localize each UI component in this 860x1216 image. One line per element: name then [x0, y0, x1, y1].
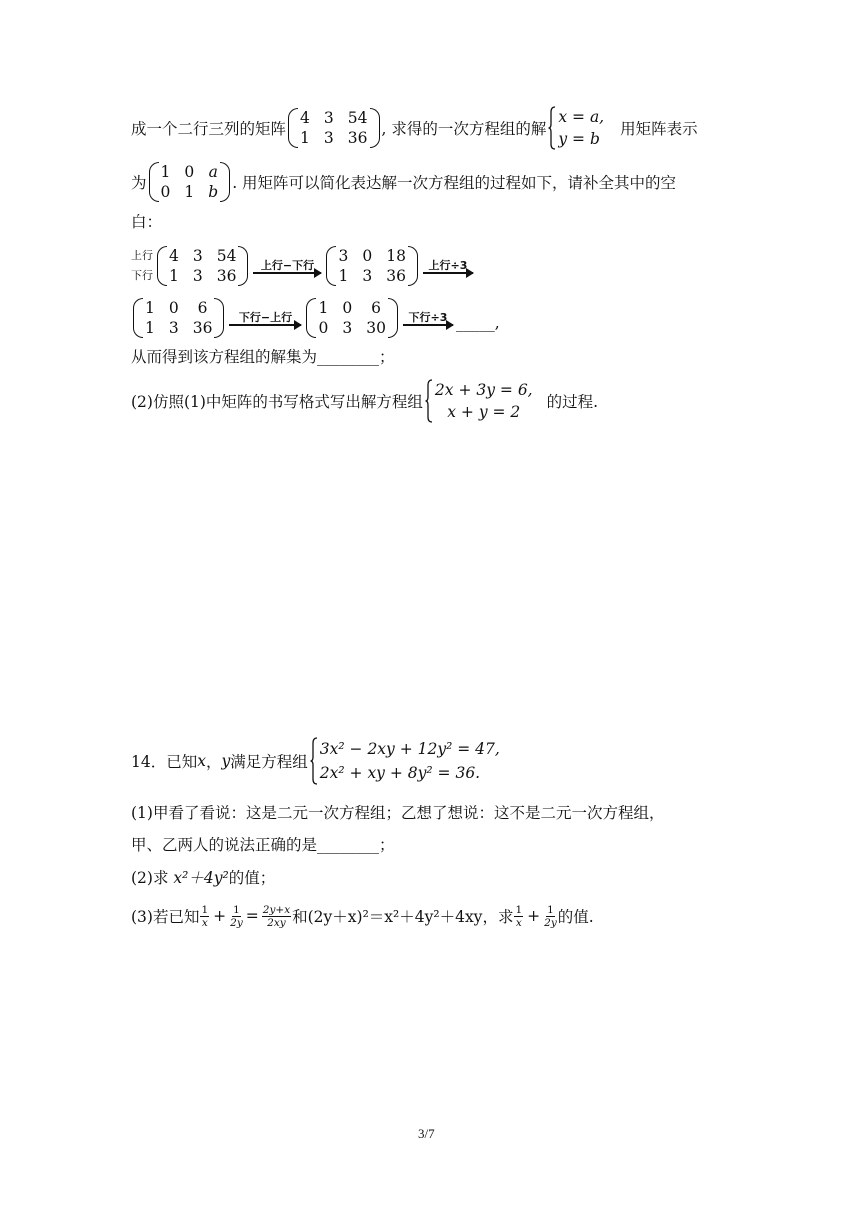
matrix-cell: 0 — [184, 163, 195, 181]
matrix-cell: 1 — [318, 299, 329, 317]
fraction-1-over-x — [200, 904, 209, 929]
arrow-label: 上行÷3 — [428, 258, 468, 272]
q14-part-2-text-1: (2)求 — [131, 869, 174, 887]
frac-den: 2y — [544, 916, 557, 929]
frac-den: 2y — [230, 916, 243, 929]
solution-set-text: 从而得到该方程组的解集为________； — [131, 348, 395, 366]
matrix-cell: 3 — [342, 319, 353, 337]
q14-text-2: 满足方程组 — [230, 753, 308, 771]
right-paren — [370, 108, 380, 148]
matrix-cell: 54 — [216, 247, 237, 265]
solution-set-line — [131, 345, 395, 367]
matrix-step-1 — [157, 246, 248, 286]
arrow-step-1 — [253, 259, 321, 274]
q14-part-3-text-1: (3)若已知 — [131, 908, 200, 926]
q14-part-1-text-1: (1)甲看了看说：这是二元一次方程组；乙想了想说：这不是二元一次方程组， — [131, 804, 665, 822]
line3-text: 白： — [131, 213, 163, 231]
matrix-cell: 30 — [366, 319, 386, 337]
line-2 — [131, 160, 676, 204]
matrix-cell: 36 — [216, 267, 237, 285]
q14-part-2 — [131, 866, 275, 888]
right-paren — [388, 298, 398, 338]
line1-text-1: 成一个二行三列的矩阵 — [131, 120, 287, 138]
q14-part-3 — [131, 899, 594, 933]
matrix-cell: 3 — [192, 267, 203, 285]
fraction-1-over-2y — [544, 904, 557, 929]
matrix-cell: 3 — [168, 319, 179, 337]
left-paren — [306, 298, 316, 338]
comma: , — [494, 314, 500, 332]
left-paren — [149, 162, 159, 202]
right-paren — [220, 162, 230, 202]
matrix-cell: 3 — [323, 129, 334, 147]
q14-part-2-text-2: 的值； — [228, 869, 276, 887]
arrow-label: 下行−上行 — [238, 310, 293, 324]
q14-part-2-expr: x²＋4y² — [173, 869, 229, 887]
q14-text-1: 14．已知 — [131, 753, 198, 771]
q14-eq-1: 3x² − 2xy + 12y² = 47, — [319, 740, 500, 758]
arrow-label: 下行÷3 — [408, 310, 448, 324]
frac-den: 2xy — [267, 916, 286, 929]
matrix-cell: 0 — [168, 299, 179, 317]
matrix-cell: 3 — [323, 109, 334, 127]
matrix-cell: a — [208, 163, 218, 181]
frac-num: 1 — [547, 903, 554, 916]
matrix-cell: 36 — [192, 319, 213, 337]
matrix-cell: 3 — [362, 267, 373, 285]
matrix-cell: 3 — [192, 247, 203, 265]
frac-den: x — [201, 916, 208, 929]
arrow-step-2 — [423, 259, 473, 274]
matrix-cell: 1 — [338, 267, 349, 285]
q14-part-1-line-1 — [131, 801, 664, 823]
right-paren — [408, 246, 418, 286]
matrix-cell: 54 — [347, 109, 368, 127]
row-labels — [131, 246, 153, 286]
question-14 — [131, 736, 504, 786]
line1-text-2: , 求得的一次方程组的解 — [381, 120, 547, 138]
q14-system — [310, 737, 500, 785]
q14-part-1-line-2 — [131, 833, 395, 855]
row-label-bottom: 下行 — [131, 269, 153, 282]
matrix-cell: 3 — [338, 247, 349, 265]
line2-text-2: . 用矩阵可以简化表达解一次方程组的过程如下，请补全其中的空 — [232, 174, 677, 192]
matrix-cell: 6 — [197, 299, 208, 317]
row-label-top: 上行 — [131, 249, 153, 262]
q14-part-1-text-2: 甲、乙两人的说法正确的是________； — [131, 836, 395, 854]
fraction-sum — [262, 904, 291, 929]
q2-text-2: 的过程. — [546, 393, 599, 411]
matrix-1-0-a — [149, 162, 231, 202]
matrix-cell: 6 — [371, 299, 382, 317]
right-paren — [214, 298, 224, 338]
matrix-cell: 36 — [386, 267, 406, 285]
matrix-cell: 1 — [169, 267, 179, 285]
line2-text-1: 为 — [131, 174, 147, 192]
q14-var-y: y — [221, 752, 231, 770]
q14-part-3-text-3: 的值. — [557, 908, 594, 926]
q14-var-x: x — [197, 752, 206, 770]
plus-sign: + — [213, 907, 227, 925]
q14-sep: ， — [205, 753, 222, 771]
matrix-cell: 0 — [318, 319, 329, 337]
line1-text-3: 用矩阵表示 — [620, 120, 698, 138]
matrix-step-3 — [133, 298, 224, 338]
q2-eq-1: 2x + 3y = 6, — [434, 381, 533, 399]
equals-sign: = — [245, 907, 259, 925]
arrow-step-4 — [403, 311, 453, 326]
brace-icon — [425, 379, 433, 423]
frac-num: 1 — [515, 903, 523, 916]
left-paren — [157, 246, 167, 286]
matrix-cell: 0 — [362, 247, 373, 265]
matrix-cell: 0 — [342, 299, 353, 317]
fraction-1-over-x — [514, 904, 523, 929]
matrix-cell: 1 — [145, 299, 155, 317]
matrix-cell: 0 — [160, 183, 171, 201]
frac-num: 2y+x — [262, 903, 291, 916]
q2-eq-2: x + y = 2 — [447, 403, 521, 421]
right-paren — [238, 246, 248, 286]
solution-eq-1: x = a, — [558, 108, 605, 126]
fraction-1-over-2y — [230, 904, 243, 929]
matrix-step-4 — [306, 298, 397, 338]
matrix-cell: 1 — [160, 163, 171, 181]
matrix-cell: 18 — [386, 247, 406, 265]
line-3 — [131, 210, 162, 232]
process-row-1 — [131, 244, 476, 288]
right-arrow-icon — [229, 324, 301, 326]
plus-sign: + — [527, 907, 541, 925]
right-arrow-icon — [423, 272, 473, 274]
page-number: 3/7 — [418, 1126, 435, 1141]
q14-eq-2: 2x² + xy + 8y² = 36. — [319, 764, 481, 782]
matrix-cell: 1 — [184, 183, 195, 201]
solution-system — [548, 106, 604, 150]
frac-den: x — [515, 916, 522, 929]
left-paren — [288, 108, 298, 148]
matrix-cell: 4 — [300, 109, 310, 127]
q2-system — [425, 379, 533, 423]
process-row-2 — [131, 296, 500, 340]
left-paren — [133, 298, 143, 338]
arrow-step-3 — [229, 311, 301, 326]
matrix-step-2 — [326, 246, 417, 286]
line-1 — [131, 106, 698, 150]
brace-icon — [548, 106, 556, 150]
left-paren — [326, 246, 336, 286]
matrix-cell: 1 — [145, 319, 155, 337]
matrix-cell: b — [208, 183, 219, 201]
arrow-label: 上行−下行 — [260, 258, 315, 272]
matrix-cell: 1 — [300, 129, 310, 147]
right-arrow-icon — [253, 272, 321, 274]
matrix-4-3-54 — [288, 108, 379, 148]
question-2 — [131, 378, 598, 424]
answer-blank: _____ — [455, 314, 495, 332]
right-arrow-icon — [403, 324, 453, 326]
matrix-cell: 36 — [347, 129, 368, 147]
q14-part-3-text-2: 和(2y＋x)²＝x²＋4y²＋4xy，求 — [292, 908, 514, 926]
solution-eq-2: y = b — [558, 130, 600, 148]
frac-num: 1 — [233, 903, 240, 916]
matrix-cell: 4 — [169, 247, 179, 265]
frac-num: 1 — [201, 903, 209, 916]
brace-icon — [310, 737, 318, 785]
q2-text-1: (2)仿照(1)中矩阵的书写格式写出解方程组 — [131, 393, 423, 411]
